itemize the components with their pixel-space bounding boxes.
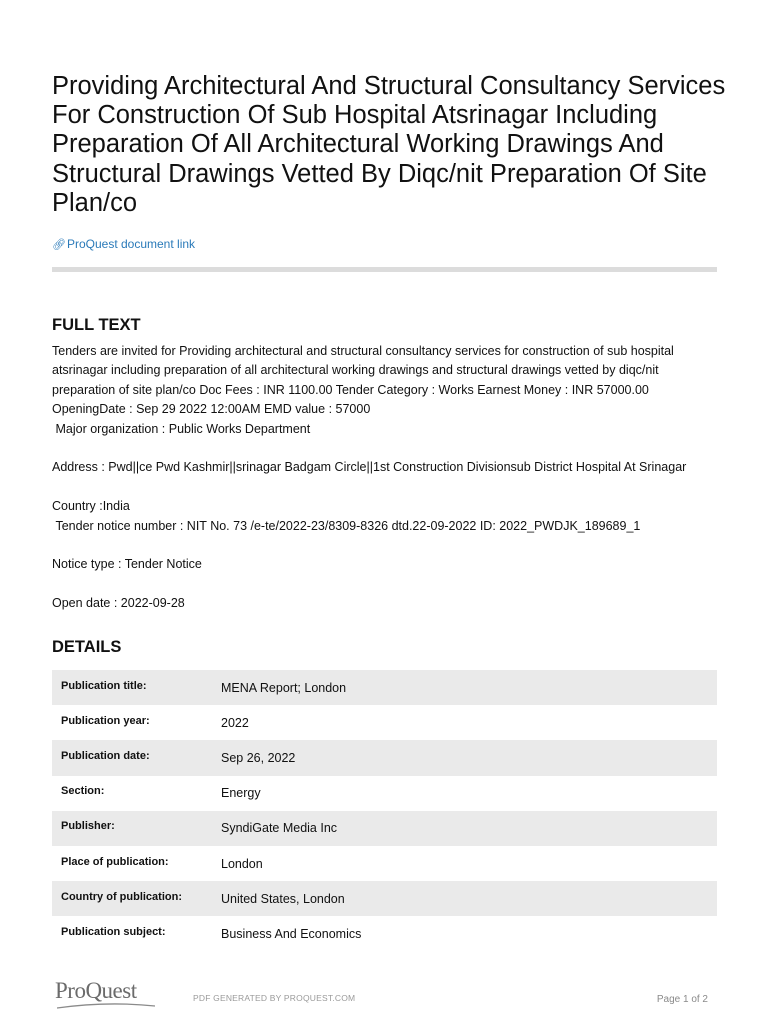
full-text-line: Notice type : Tender Notice xyxy=(52,557,202,572)
details-heading: DETAILS xyxy=(52,638,122,656)
details-label: Place of publication: xyxy=(61,855,169,868)
details-row xyxy=(52,670,717,705)
blank-line xyxy=(52,575,722,594)
details-value: Business And Economics xyxy=(221,926,362,941)
details-value: Energy xyxy=(221,786,261,801)
logo-text: ProQuest xyxy=(55,978,137,1003)
full-text-line: Major organization : Public Works Department xyxy=(52,421,311,436)
logo-swoosh-icon xyxy=(57,1002,155,1010)
full-text-line: Tenders are invited for Providing architectural and structural consultancy services for construction of sub hospital xyxy=(52,344,674,358)
details-value: SyndiGate Media Inc xyxy=(221,821,338,836)
details-label: Publisher: xyxy=(61,820,115,833)
full-text-line: Tender notice number : NIT No. 73 /e-te/2022-23/8309-8326 dtd.22-09-2022 ID: 2022_PWDJK_189689_1 xyxy=(52,518,641,533)
page-number: Page 1 of 2 xyxy=(656,994,708,1005)
details-value: Sep 26, 2022 xyxy=(221,750,296,765)
full-text-line: OpeningDate : Sep 29 2022 12:00AM EMD value : 57000 xyxy=(52,402,371,417)
blank-line xyxy=(52,439,722,458)
proquest-document-link[interactable] xyxy=(52,237,195,251)
details-row xyxy=(52,776,717,811)
blank-line xyxy=(52,478,722,497)
details-label: Publication title: xyxy=(61,679,147,692)
full-text-line: preparation of site plan/co Doc Fees : INR 1100.00 Tender Category : Works Earnest Money : INR 57000.00 xyxy=(52,382,649,397)
details-value: United States, London xyxy=(221,891,345,906)
document-title: Providing Architectural And Structural Consultancy Services For Construction Of Sub Hospital Atsrinagar Including Preparation Of All Architectural Working Drawings And Structural Drawings Vetted By Diqc/nit Preparation Of Site Plan/co xyxy=(52,72,726,217)
details-row xyxy=(52,881,717,916)
proquest-logo xyxy=(55,978,137,1004)
header-divider xyxy=(52,267,717,272)
pdf-generated-note: PDF GENERATED BY PROQUEST.COM xyxy=(193,993,356,1003)
full-text-line: atsrinagar including preparation of all architectural working drawings and structural drawings vetted by diqc/nit xyxy=(52,363,659,378)
full-text-heading: FULL TEXT xyxy=(52,316,141,334)
details-row xyxy=(52,916,717,951)
details-label: Section: xyxy=(61,785,105,798)
full-text-line: Address : Pwd||ce Pwd Kashmir||srinagar Badgam Circle||1st Construction Divisionsub District Hospital At Srinagar xyxy=(52,460,687,475)
details-row xyxy=(52,740,717,775)
details-row xyxy=(52,705,717,740)
full-text-line: Open date : 2022-09-28 xyxy=(52,596,185,611)
blank-line xyxy=(52,536,722,555)
details-value: MENA Report; London xyxy=(221,680,347,695)
details-row xyxy=(52,811,717,846)
details-value: London xyxy=(221,856,263,871)
details-value: 2022 xyxy=(221,715,249,730)
full-text-body xyxy=(52,342,722,614)
details-label: Publication subject: xyxy=(61,925,166,938)
details-row xyxy=(52,846,717,881)
document-link-label: ProQuest document link xyxy=(66,237,196,251)
link-icon: 🔗︎ xyxy=(52,239,66,251)
full-text-line: Country :India xyxy=(52,499,130,514)
details-table xyxy=(52,670,717,952)
details-label: Publication year: xyxy=(61,714,150,727)
details-label: Country of publication: xyxy=(61,890,182,903)
details-label: Publication date: xyxy=(61,749,150,762)
